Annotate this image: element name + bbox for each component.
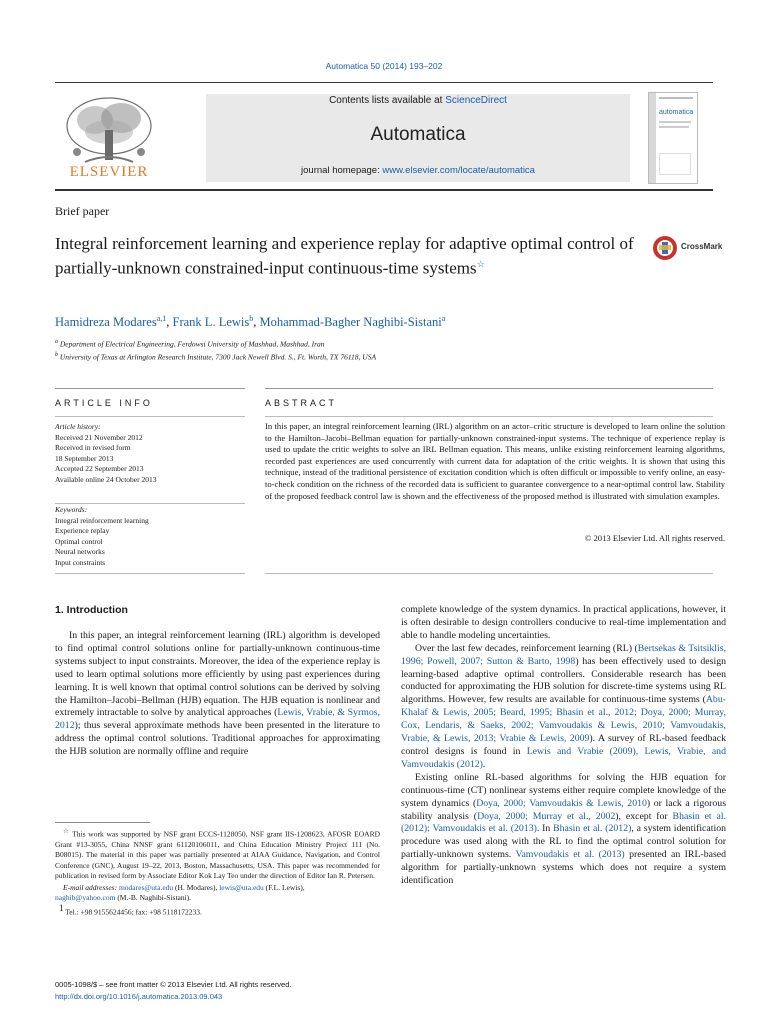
body-text: ); thus several approximate methods have been presented in the literature to address the optimal control solutions. Traditional approaches for approximating the HJB solution are normally offline and require [55, 720, 380, 758]
keyword: Input constraints [55, 557, 106, 567]
author-affil-mark[interactable]: b [249, 314, 254, 323]
divider [55, 416, 245, 417]
email-link[interactable]: lewis@uta.edu [219, 882, 264, 892]
body-text: ). A survey of RL-based feedback control designs is found in [401, 733, 726, 757]
divider [265, 388, 713, 389]
paragraph [401, 643, 726, 772]
crossmark-badge[interactable] [652, 234, 723, 262]
section-heading: 1. Introduction [55, 604, 128, 616]
journal-homepage-link[interactable]: www.elsevier.com/locate/automatica [382, 165, 535, 176]
journal-citation-link[interactable]: Automatica 50 (2014) 193–202 [325, 61, 443, 71]
abstract-heading: ABSTRACT [265, 398, 338, 408]
elsevier-logo [55, 92, 163, 184]
affiliation-mark: b [55, 352, 58, 358]
top-divider [55, 82, 713, 83]
journal-title: Automatica [370, 124, 466, 145]
cover-title: automatica [659, 109, 694, 116]
footnote-text: (F.L. Lewis), [263, 882, 305, 892]
contents-line [206, 95, 630, 106]
crossmark-icon [652, 235, 678, 261]
email-label: E-mail addresses: [63, 882, 119, 892]
citation-link[interactable]: Vamvoudakis et al. (2013) [515, 849, 625, 861]
doi-link[interactable]: http://dx.doi.org/10.1016/j.automatica.2013.09.043 [55, 992, 223, 1001]
footnote-text: (H. Modares), [173, 882, 220, 892]
paper-title-text: Integral reinforcement learning and experience replay for adaptive optimal control of partially-unknown constrained-input continuous-time systems [55, 234, 634, 278]
paper-title [55, 233, 635, 279]
citation-link[interactable]: Abu-Khalaf & Lewis, 2005; Beard, 1995; Bhasin et al., 2012; Doya, 2000; Murray, Cox, Lendaris, & Saeks, 2002; Vamvoudakis & Lewis, 2010; Vamvoudakis, Vrabie, & Lewis, 2013; Vrabie & Lewis, 2009 [401, 694, 726, 745]
tel-footnote [55, 903, 380, 918]
divider [265, 573, 713, 574]
keyword-list [55, 516, 149, 568]
crossmark-label: CrossMark [681, 242, 723, 251]
body-text: . [482, 758, 486, 770]
body-text: presented an IRL-based algorithm for partially-unknown systems which does not require a system identification [401, 849, 726, 887]
author-affil-mark[interactable]: a,1 [156, 314, 167, 323]
affiliation-text: Department of Electrical Engineering, Ferdowsi University of Mashhad, Mashhad, Iran [59, 339, 325, 349]
body-text: Over the last few decades, reinforcement learning (RL) ( [415, 642, 638, 654]
divider [55, 573, 245, 574]
affiliation-text: University of Texas at Arlington Research Institute, 7300 Jack Newell Blvd. S., Ft. Worth, TX 76118, USA [59, 352, 377, 362]
citation-link[interactable]: Bhasin et al. (2012) [553, 823, 632, 835]
divider [265, 416, 713, 417]
affiliation-mark: a [55, 339, 58, 345]
intro-right-column [401, 604, 726, 888]
history-entry: Received in revised form [55, 443, 131, 453]
history-entry: Available online 24 October 2013 [55, 474, 157, 484]
intro-left-column [55, 630, 380, 759]
body-text: , a system identification procedure was used along with the RL to find the optimal control solution for partially-unknown systems. [401, 823, 726, 861]
issn-line: 0005-1098/$ – see front matter © 2013 Elsevier Ltd. All rights reserved. [55, 980, 292, 989]
body-text: Existing online RL-based algorithms for solving the HJB equation for continuous-time (CT) nonlinear systems either require complete knowledge of the system dynamics ( [401, 771, 726, 809]
keyword: Experience replay [55, 526, 110, 536]
body-text: . In [536, 823, 554, 835]
body-text: ), except for [615, 810, 673, 822]
citation-link[interactable]: Lewis and Vrabie (2009), Lewis, Vrabie, and Vamvoudakis (2012) [401, 745, 726, 770]
footnote-text: This work was supported by NSF grant ECCS-1128050, NSF grant IIS-1208623, AFOSR EOARD Grant #13-3055, China NNSF grant 61120106011, and China Education Ministry Project 111 (No. B08015). The material in this paper was partially presented at AIAA Guidance, Navigation, and Control Conference (GNC), August 19–22, 2013, Boston, Massachusetts, USA. This paper was recommended for publication in revised form by Associate Editor Kok Lay Teo under the direction of Editor Ian R. Petersen. [55, 829, 380, 881]
citation-link[interactable]: Bhasin et al. (2012); Vamvoudakis et al. (2013) [401, 810, 727, 835]
body-text: In this paper, an integral reinforcement learning (IRL) algorithm is developed to find optimal control solutions online for partially-unknown continuous-time systems subject to input constraints. Moreover, the idea of the experience replay is used to learn optimal solutions more efficiently by using past experiences during learning. It is well known that optimal control solutions can be derived by solving the Hamilton–Jacobi–Bellman (HJB) equation. The HJB equation is nonlinear and extremely intractable to solve by analytical approaches ( [55, 630, 380, 719]
author-affil-mark[interactable]: a [441, 314, 446, 323]
keyword: Integral reinforcement learning [55, 516, 149, 525]
abstract-text: In this paper, an integral reinforcement learning (IRL) algorithm on an actor–critic structure is developed to learn online the solution to the Hamilton–Jacobi–Bellman equation for partially-unknown constrained-input systems. The technique of experience replay is used to update the critic weights to solve an IRL Bellman equation. This means, unlike existing reinforcement learning algorithms, recorded past experiences are used concurrently with current data for adaptation of the critic weights. It is shown that using this technique, instead of the traditional persistence of excitation condition which is often difficult or impossible to verify online, an easy-to-check condition on the richness of the recorded data is sufficient to guarantee convergence to a near-optimal control law. Stability of the proposed feedback control law is shown and the effectiveness of the proposed method is illustrated with simulation examples. [265, 421, 725, 501]
history-entry: Accepted 22 September 2013 [55, 464, 144, 474]
article-info-heading: ARTICLE INFO [55, 398, 153, 408]
paragraph: complete knowledge of the system dynamics. In practical applications, however, it is often desirable to design controllers conducive to real-time implementation and able to handle modeling uncertainties. [401, 604, 726, 641]
article-history [55, 433, 157, 485]
homepage-prefix: journal homepage: [301, 165, 383, 176]
email-link[interactable]: modares@uta.edu [118, 882, 174, 892]
footnote-mark: ☆ [63, 828, 70, 835]
affiliation [55, 339, 325, 349]
footnote-text: (M.-B. Naghibi-Sistani). [115, 892, 192, 902]
citation-link[interactable]: Doya, 2000; Murray et al., 2002 [477, 810, 616, 822]
citation-link[interactable]: Lewis, Vrabie, & Syrmos, 2012 [55, 707, 381, 732]
keyword: Optimal control [55, 536, 103, 546]
header-bottom-divider [55, 189, 713, 191]
author-name[interactable]: Frank L. Lewis [172, 315, 250, 330]
email-link[interactable]: naghib@yahoo.com [55, 892, 116, 902]
contents-prefix: Contents lists available at [329, 95, 446, 106]
abstract-copyright: © 2013 Elsevier Ltd. All rights reserved. [584, 533, 725, 543]
body-text: ) has been effectively used to design learning-based adaptive optimal controllers. Considerable research has been conducted for approximating the HJB solution for discrete-time systems using RL algorithms. However, few results are available for continuous-time systems ( [401, 655, 726, 706]
divider [55, 503, 245, 504]
title-footnote-mark[interactable]: ☆ [476, 259, 485, 269]
footnote-text: Tel.: +98 9155624456; fax: +98 5118172233. [65, 907, 202, 917]
author-name[interactable]: Mohammad-Bagher Naghibi-Sistani [259, 315, 442, 330]
paragraph [401, 772, 726, 888]
footnotes [55, 827, 380, 918]
history-entry: 18 September 2013 [55, 453, 114, 463]
keywords-label: Keywords: [55, 505, 88, 514]
sciencedirect-link[interactable]: ScienceDirect [445, 95, 507, 106]
footnote-divider [55, 822, 150, 823]
author-list: Hamidreza Modares$^{a,1}$, Frank L. Lewis$^b$, Mohammad-Bagher Naghibi-Sistani$^a$ [55, 314, 446, 330]
history-entry: Received 21 November 2012 [55, 433, 143, 442]
citation-link[interactable]: Doya, 2000; Vamvoudakis & Lewis, 2010 [476, 797, 647, 809]
body-text: ) or lack a rigorous stability analysis ( [401, 797, 727, 822]
journal-cover-thumbnail [648, 92, 698, 184]
email-footnote [55, 883, 380, 904]
author-name[interactable]: Hamidreza Modares [55, 315, 157, 330]
homepage-line [206, 165, 630, 176]
article-type: Brief paper [55, 204, 110, 218]
affiliation [55, 352, 376, 362]
citation-link[interactable]: Bertsekas & Tsitsiklis, 1996; Powell, 2007; Sutton & Barto, 1998 [401, 642, 727, 667]
history-label: Article history: [55, 422, 101, 431]
divider [55, 388, 245, 389]
funding-footnote [55, 827, 380, 882]
footnote-mark: 1 [59, 903, 64, 914]
keyword: Neural networks [55, 547, 105, 557]
publisher-wordmark: ELSEVIER [69, 164, 149, 180]
